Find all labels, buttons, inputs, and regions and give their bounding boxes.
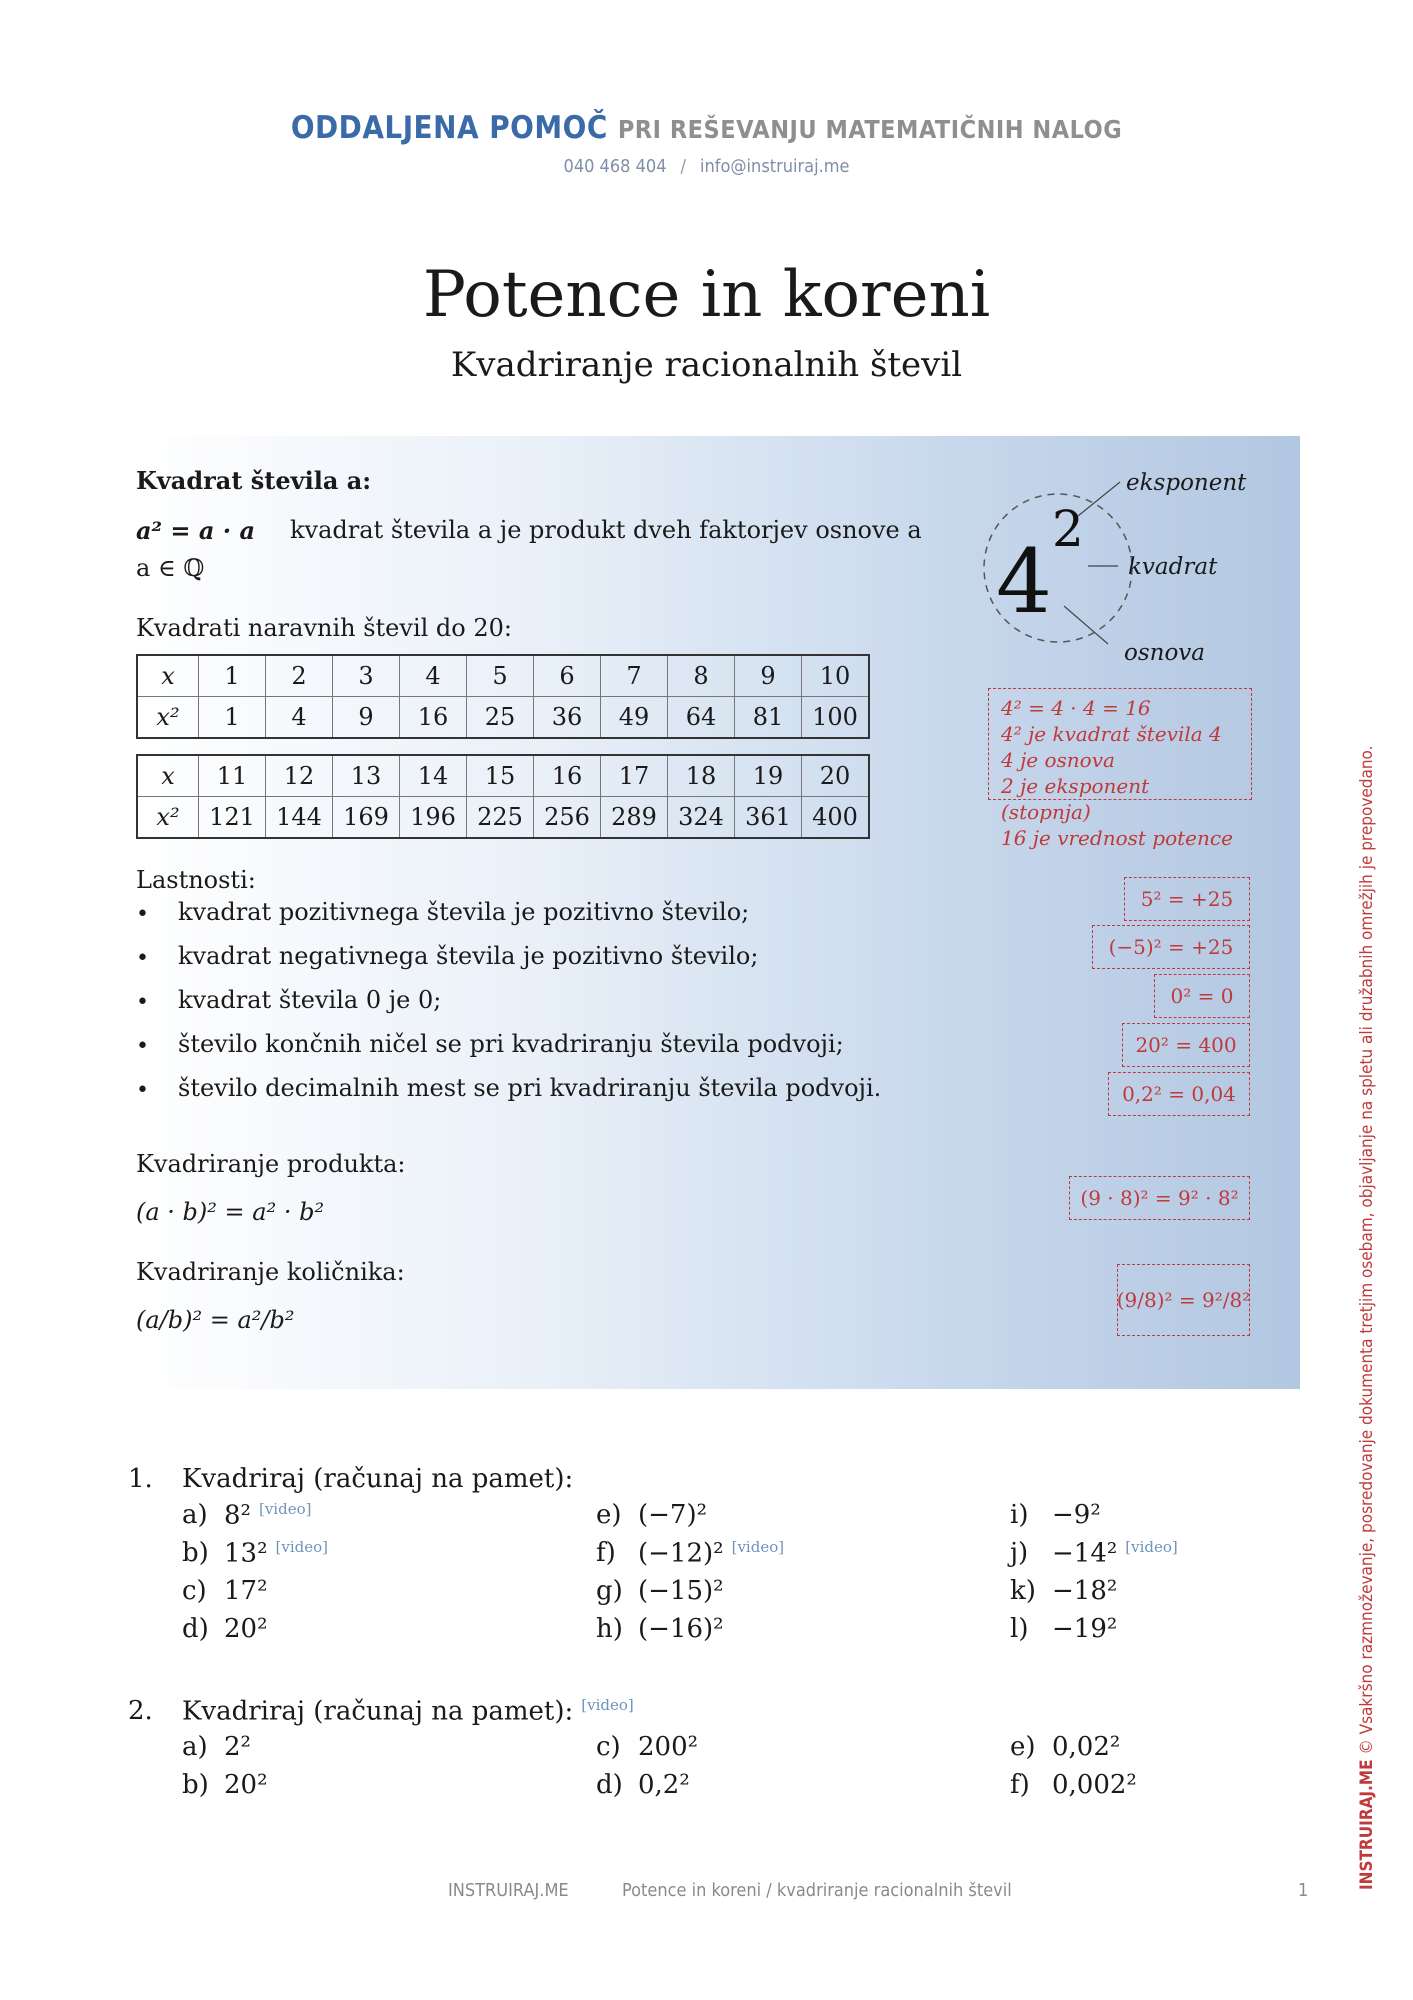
- footer-path: Potence in koreni / kvadriranje racionalnih števil: [622, 1880, 1012, 1901]
- item-letter: c): [596, 1732, 621, 1762]
- header-separator: /: [680, 156, 686, 177]
- footer-brand[interactable]: INSTRUIRAJ.ME: [448, 1880, 569, 1901]
- pointer-line: [1064, 606, 1108, 644]
- item-expr: (−7)²: [638, 1500, 708, 1530]
- cell: 1: [199, 697, 266, 739]
- item-expr: (−15)²: [638, 1576, 724, 1606]
- list-item: [224, 1500, 311, 1531]
- row-label-x: x: [137, 655, 199, 697]
- exercise-1-prompt: Kvadriraj (računaj na pamet):: [182, 1464, 574, 1494]
- item-expr: 0,002²: [1052, 1770, 1137, 1800]
- product-heading: Kvadriranje produkta:: [136, 1150, 406, 1178]
- item-letter: d): [596, 1770, 623, 1800]
- cell: 16: [534, 755, 601, 797]
- cell: 6: [534, 655, 601, 697]
- bullet-icon: •: [136, 902, 149, 927]
- item-expr: 17²: [224, 1576, 268, 1606]
- cell: 4: [266, 697, 333, 739]
- item-expr: 8²: [224, 1500, 251, 1531]
- label-base: osnova: [1124, 640, 1206, 666]
- item-expr: −9²: [1052, 1500, 1101, 1530]
- cell: 3: [333, 655, 400, 697]
- item-letter: i): [1010, 1500, 1029, 1530]
- side-example: 0,2² = 0,04: [1108, 1072, 1250, 1116]
- cell: 5: [467, 655, 534, 697]
- side-example: 0² = 0: [1154, 974, 1250, 1018]
- cell: 289: [601, 797, 668, 839]
- theory-box: [128, 436, 1300, 1389]
- item-expr: 0,2²: [638, 1770, 690, 1800]
- cell: 64: [668, 697, 735, 739]
- side-example: 5² = +25: [1124, 877, 1250, 921]
- page-title: Potence in koreni: [422, 258, 991, 332]
- item-expr: 20²: [224, 1770, 268, 1800]
- example-line: 4² je kvadrat števila 4: [1001, 722, 1222, 746]
- list-item: število decimalnih mest se pri kvadriranju števila podvoji.: [178, 1074, 882, 1102]
- cell: 15: [467, 755, 534, 797]
- cell: 2: [266, 655, 333, 697]
- cell: 144: [266, 797, 333, 839]
- item-expr: 2²: [224, 1732, 251, 1762]
- cell: 4: [400, 655, 467, 697]
- header-title: [0, 110, 1413, 146]
- squares-table-2: [136, 754, 870, 839]
- header-title-blue: ODDALJENA POMOČ: [290, 110, 608, 146]
- squares-table-1: [136, 654, 870, 739]
- bullet-icon: •: [136, 990, 149, 1015]
- video-link[interactable]: [video]: [581, 1696, 634, 1714]
- video-link[interactable]: [video]: [1125, 1538, 1178, 1556]
- cell: 12: [266, 755, 333, 797]
- cell: 81: [735, 697, 802, 739]
- item-letter: j): [1010, 1538, 1029, 1568]
- cell: 13: [333, 755, 400, 797]
- cell: 19: [735, 755, 802, 797]
- copyright-text: © Vsakršno razmnoževanje, posredovanje dokumenta tretjim osebam, objavljanje na spletu ali družabnih omrežjih je prepovedano.: [1357, 745, 1377, 1755]
- header-contact: [0, 156, 1413, 177]
- table-row: [137, 655, 869, 697]
- item-letter: b): [182, 1770, 209, 1800]
- list-item: [638, 1538, 784, 1569]
- side-example: (−5)² = +25: [1092, 925, 1250, 969]
- item-letter: c): [182, 1576, 207, 1606]
- cell: 1: [199, 655, 266, 697]
- quotient-heading: Kvadriranje količnika:: [136, 1258, 405, 1286]
- item-letter: g): [596, 1576, 623, 1606]
- cell: 25: [467, 697, 534, 739]
- side-example: 20² = 400: [1122, 1023, 1250, 1067]
- item-letter: f): [1010, 1770, 1030, 1800]
- item-letter: f): [596, 1538, 616, 1568]
- table-row: [137, 697, 869, 739]
- item-expr: −18²: [1052, 1576, 1118, 1606]
- header-title-gray: PRI REŠEVANJU MATEMATIČNIH NALOG: [617, 115, 1123, 144]
- item-expr: (−16)²: [638, 1614, 724, 1644]
- cell: 9: [735, 655, 802, 697]
- list-item: [1052, 1538, 1178, 1569]
- label-square: kvadrat: [1128, 554, 1218, 580]
- cell: 8: [668, 655, 735, 697]
- cell: 256: [534, 797, 601, 839]
- header-phone[interactable]: 040 468 404: [563, 156, 667, 177]
- pointer-line: [1078, 482, 1120, 516]
- item-letter: e): [1010, 1732, 1036, 1762]
- item-expr: 20²: [224, 1614, 268, 1644]
- page-header: [0, 110, 1413, 177]
- cell: 7: [601, 655, 668, 697]
- copyright-brand: INSTRUIRAJ.ME: [1357, 1759, 1377, 1890]
- row-label-x: x: [137, 755, 199, 797]
- power-exponent: 2: [1052, 500, 1084, 558]
- cell: 400: [802, 797, 870, 839]
- header-email[interactable]: info@instruiraj.me: [699, 156, 850, 177]
- cell: 14: [400, 755, 467, 797]
- example-box: [988, 688, 1252, 850]
- list-item: kvadrat števila 0 je 0;: [178, 986, 442, 1014]
- bullet-icon: •: [136, 946, 149, 971]
- cell: 361: [735, 797, 802, 839]
- cell: 20: [802, 755, 870, 797]
- copyright-notice: [1357, 720, 1377, 1890]
- example-line: 4² = 4 · 4 = 16: [1001, 696, 1151, 720]
- item-expr: (−12)²: [638, 1538, 724, 1569]
- item-letter: a): [182, 1500, 208, 1530]
- example-line: 16 je vrednost potence: [1001, 826, 1233, 850]
- square-formula: a² = a · a: [136, 516, 256, 545]
- label-exponent: eksponent: [1126, 470, 1247, 496]
- cell: 225: [467, 797, 534, 839]
- page-subtitle: Kvadriranje racionalnih števil: [450, 345, 963, 385]
- table-row: [137, 755, 869, 797]
- item-expr: 0,02²: [1052, 1732, 1121, 1762]
- item-letter: a): [182, 1732, 208, 1762]
- row-label-x2: x²: [137, 797, 199, 839]
- list-item: kvadrat pozitivnega števila je pozitivno število;: [178, 898, 750, 926]
- item-expr: 13²: [224, 1538, 268, 1569]
- properties-heading: Lastnosti:: [136, 866, 256, 894]
- video-link[interactable]: [video]: [731, 1538, 785, 1556]
- video-link[interactable]: [video]: [258, 1500, 312, 1518]
- cell: 36: [534, 697, 601, 739]
- item-expr: 200²: [638, 1732, 699, 1762]
- item-letter: b): [182, 1538, 209, 1568]
- exercise-2-prompt: [182, 1696, 634, 1727]
- exercise-2-prompt-text: Kvadriraj (računaj na pamet):: [182, 1696, 574, 1727]
- exercise-2-number: 2.: [128, 1696, 153, 1726]
- exercise-1-number: 1.: [128, 1464, 153, 1494]
- video-link[interactable]: [video]: [275, 1538, 329, 1556]
- cell: 196: [400, 797, 467, 839]
- domain-text: a ∈ ℚ: [136, 554, 205, 582]
- side-example: (9 · 8)² = 9² · 8²: [1069, 1176, 1250, 1220]
- item-letter: l): [1010, 1614, 1029, 1644]
- bullet-icon: •: [136, 1078, 149, 1103]
- theory-heading: Kvadrat števila a:: [136, 466, 372, 495]
- cell: 11: [199, 755, 266, 797]
- item-expr: −14²: [1052, 1538, 1118, 1569]
- table-row: [137, 797, 869, 839]
- row-label-x2: x²: [137, 697, 199, 739]
- item-letter: e): [596, 1500, 622, 1530]
- power-base: 4: [996, 530, 1052, 633]
- item-expr: −19²: [1052, 1614, 1118, 1644]
- bullet-icon: •: [136, 1034, 149, 1059]
- quotient-formula: (a/b)² = a²/b²: [136, 1306, 295, 1334]
- example-line: 2 je eksponent (stopnja): [1001, 774, 1150, 824]
- cell: 16: [400, 697, 467, 739]
- square-formula-text: kvadrat števila a je produkt dveh faktorjev osnove a: [290, 516, 922, 544]
- item-letter: d): [182, 1614, 209, 1644]
- cell: 18: [668, 755, 735, 797]
- cell: 17: [601, 755, 668, 797]
- footer-page-number: 1: [1298, 1880, 1309, 1901]
- list-item: [224, 1538, 328, 1569]
- list-item: število končnih ničel se pri kvadriranju števila podvoji;: [178, 1030, 844, 1058]
- side-example: (9/8)² = 9²/8²: [1117, 1264, 1250, 1336]
- cell: 121: [199, 797, 266, 839]
- item-letter: h): [596, 1614, 623, 1644]
- cell: 9: [333, 697, 400, 739]
- example-line: 4 je osnova: [1001, 748, 1115, 772]
- cell: 169: [333, 797, 400, 839]
- cell: 100: [802, 697, 870, 739]
- product-formula: (a · b)² = a² · b²: [136, 1198, 325, 1226]
- list-item: kvadrat negativnega števila je pozitivno število;: [178, 942, 759, 970]
- item-letter: k): [1010, 1576, 1036, 1606]
- cell: 324: [668, 797, 735, 839]
- cell: 49: [601, 697, 668, 739]
- table-heading: Kvadrati naravnih števil do 20:: [136, 614, 512, 642]
- cell: 10: [802, 655, 870, 697]
